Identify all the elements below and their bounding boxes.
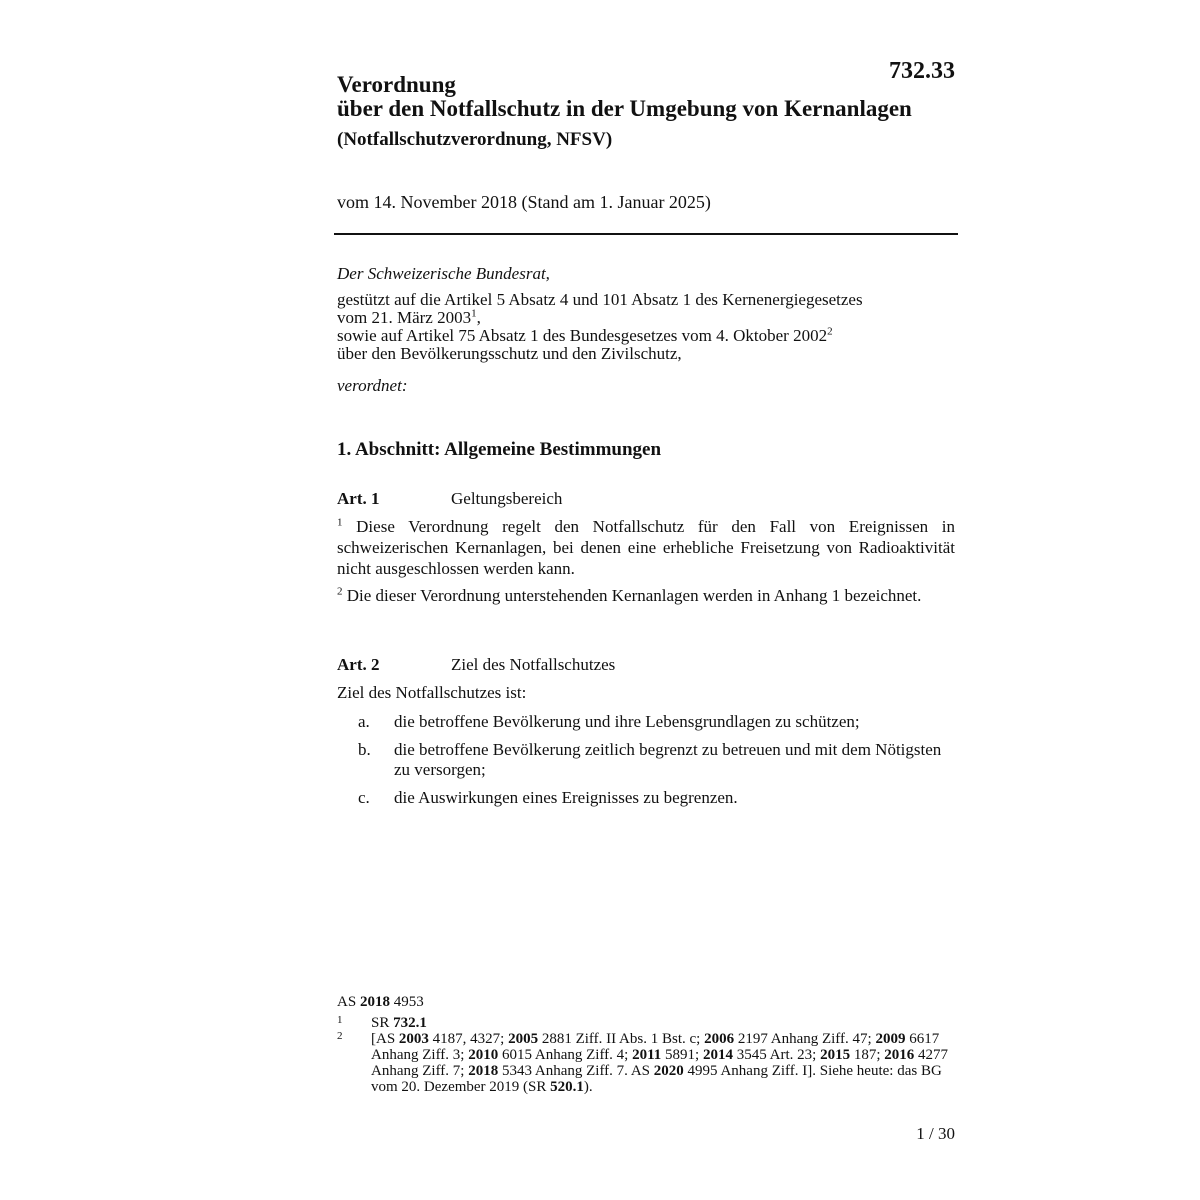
list-item-text-c: die Auswirkungen eines Ereignisses zu begrenzen.: [394, 788, 738, 807]
fn2-pages: 5891;: [661, 1047, 703, 1063]
fn2-pages: 6617 Anhang Ziff. 3;: [371, 1031, 940, 1063]
fn2-year: 2015: [820, 1047, 851, 1063]
preamble-basis-line-4: über den Bevölkerungsschutz und den Zivilschutz,: [337, 344, 682, 363]
preamble-basis-line-2: [337, 309, 481, 327]
fn2-pages: 2881 Ziff. II Abs. 1 Bst. c;: [538, 1031, 705, 1047]
fn2-year: 2009: [875, 1031, 906, 1047]
sr-number: 732.33: [889, 58, 955, 84]
section-heading: 1. Abschnitt: Allgemeine Bestimmungen: [337, 439, 662, 460]
fn2-year: 2006: [704, 1031, 735, 1047]
preamble-basis-line-1: gestützt auf die Artikel 5 Absatz 4 und 101 Absatz 1 des Kernenergiegesetzes: [337, 290, 863, 309]
fn2-year: 2018: [468, 1063, 499, 1079]
fn2-close: ).: [583, 1079, 593, 1095]
paragraph-text: Die dieser Verordnung unterstehenden Kernanlagen werden in Anhang 1 bezeichnet.: [346, 586, 922, 605]
fn2-year: 2016: [884, 1047, 915, 1063]
fn2-year: 2011: [632, 1047, 662, 1063]
as-year: 2018: [359, 994, 390, 1010]
fn2-open: [AS: [371, 1031, 399, 1047]
footnote-1-text: [371, 1015, 956, 1031]
footnote-2-text: [371, 1031, 956, 1095]
list-item-letter-c: c.: [358, 788, 370, 807]
article-1-paragraph-2: [337, 585, 955, 606]
date-line: vom 14. November 2018 (Stand am 1. Januar 2025): [337, 192, 711, 212]
fn2-pages: 2197 Anhang Ziff. 47;: [734, 1031, 876, 1047]
footnote-2-marker: 2: [337, 1030, 343, 1042]
page-number: 1 / 30: [916, 1124, 955, 1143]
fn2-pages: 4277 Anhang Ziff. 7;: [371, 1047, 948, 1079]
article-2-number: Art. 2: [337, 655, 380, 674]
footnote-ref-2: 2: [827, 325, 833, 338]
article-2-intro: Ziel des Notfallschutzes ist:: [337, 683, 527, 702]
preamble-basis-text-3: sowie auf Artikel 75 Absatz 1 des Bundesgesetzes vom 4. Oktober 2002: [337, 326, 828, 345]
list-item-text-b: die betroffene Bevölkerung zeitlich begrenzt zu betreuen und mit dem Nötigsten zu versorgen;: [394, 740, 942, 779]
title-short-name: (Notfallschutzverordnung, NFSV): [337, 129, 613, 150]
preamble-decree: verordnet:: [337, 376, 408, 395]
article-1-number: Art. 1: [337, 489, 380, 508]
title-line-1: Verordnung: [337, 72, 456, 97]
fn2-year: 2020: [653, 1063, 684, 1079]
fn2-pages: 3545 Art. 23;: [732, 1047, 821, 1063]
article-1-paragraph-1: [337, 516, 955, 579]
paragraph-number: 1: [337, 516, 343, 529]
fn2-year: 2014: [702, 1047, 733, 1063]
as-prefix: AS: [337, 994, 357, 1010]
footnote-ref-1: 1: [471, 307, 477, 320]
header-divider: [334, 233, 958, 235]
fn2-pages: 4187, 4327;: [428, 1031, 509, 1047]
as-page: 4953: [393, 994, 424, 1010]
footnote-1-sr: 732.1: [393, 1015, 427, 1031]
title-line-2: über den Notfallschutz in der Umgebung von Kernanlagen: [337, 96, 912, 121]
paragraph-text: Diese Verordnung regelt den Notfallschutz für den Fall von Ereignissen in schweizerischen Kernanlagen, bei denen eine erhebliche Freisetzung von Radioaktivität nicht ausgeschlossen werden kann.: [337, 517, 955, 578]
as-reference: [337, 994, 424, 1010]
article-2-title: Ziel des Notfallschutzes: [451, 655, 616, 674]
preamble-comma: ,: [476, 308, 481, 327]
list-item-letter-a: a.: [358, 712, 370, 731]
footnote-1-marker: 1: [337, 1014, 343, 1026]
fn2-sr: 520.1: [550, 1079, 584, 1095]
article-1-title: Geltungsbereich: [451, 489, 563, 508]
preamble-basis-line-3: [337, 327, 833, 345]
fn2-pages: 6015 Anhang Ziff. 4;: [498, 1047, 633, 1063]
fn2-pages: 187;: [850, 1047, 885, 1063]
paragraph-number: 2: [337, 585, 343, 598]
fn2-pages: 4995 Anhang Ziff. I]. Siehe heute: das BG vom 20. Dezember 2019 (SR: [371, 1063, 942, 1095]
fn2-year: 2005: [508, 1031, 539, 1047]
list-item-text-a: die betroffene Bevölkerung und ihre Lebensgrundlagen zu schützen;: [394, 712, 860, 731]
fn2-year: 2003: [398, 1031, 429, 1047]
footnote-1-prefix: SR: [371, 1015, 390, 1031]
list-item-letter-b: b.: [358, 740, 371, 759]
preamble-basis-text: vom 21. März 2003: [337, 308, 472, 327]
fn2-pages: 5343 Anhang Ziff. 7. AS: [498, 1063, 654, 1079]
fn2-year: 2010: [468, 1047, 499, 1063]
preamble-issuer: Der Schweizerische Bundesrat,: [337, 264, 550, 283]
